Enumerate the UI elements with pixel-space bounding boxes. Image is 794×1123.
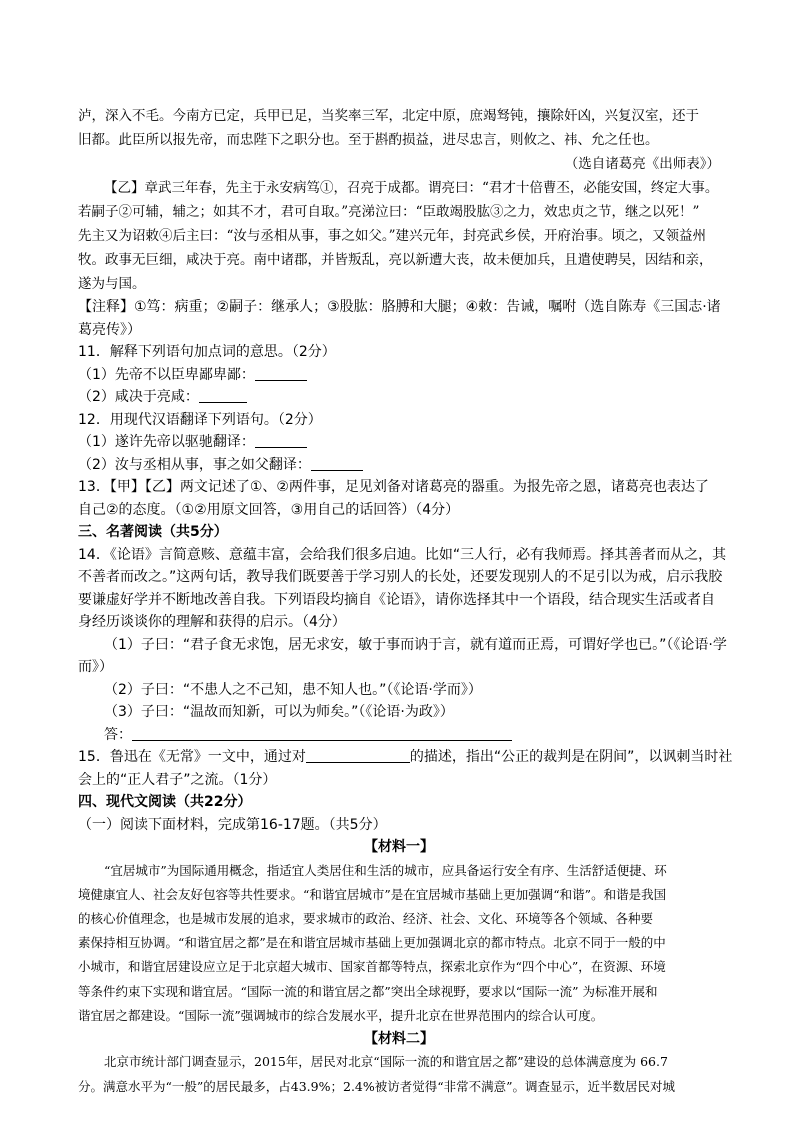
passage-yi-line: 先主又为诏敕④后主曰：“汝与丞相从事，事之如父。”建兴元年，封亮武乡侯，开府治事。顷之，又领益州 [78,228,707,244]
q15-line-1 [78,746,733,769]
q14-answer [78,724,720,747]
q14-option-1-cont: 而》） [78,659,113,675]
material-1-line: 谐宜居之都建设。“国际一流”强调城市的综合发展水平，提升北京在世界范围内的综合认可度。 [78,1007,604,1023]
material-2-line: 分。满意水平为“一般”的居民最多，占43.9%；2.4%被访者觉得“非常不满意”。调查显示，近半数居民对城 [78,1078,676,1094]
section-4-sub-1: （一）阅读下面材料，完成第16-17题。（共5分） [78,816,387,833]
q13-line: 自己②的态度。（①②用原文回答，③用自己的话回答）（4分） [78,501,460,518]
q12-item-2-text: （2）汝与丞相从事，事之如父翻译： [78,456,311,473]
q14-line: 要谦虚好学并不断地改善自我。下列语段均摘自《论语》，请你选择其中一个语段，结合现实生活或者自 [78,591,715,608]
notes-line: 【注释】①笃：病重；②嗣子：继承人；③股肱：胳膊和大腿；④敕：告诫，嘱咐（选自陈寿《三国志·诸 [78,299,721,315]
passage-jia-line: 旧都。此臣所以报先帝，而忠陛下之职分也。至于斟酌损益，进尽忠言，则攸之、祎、允之任也。 [78,132,659,148]
q11-item-2-text: （2）咸决于亮咸： [78,389,199,405]
answer-blank[interactable] [199,388,247,403]
q11-stem: 11．解释下列语句加点词的意思。（2分） [78,344,336,360]
q11-item-1 [78,364,720,387]
q14-line: 14．《论语》言简意赅、意蕴丰富，会给我们很多启迪。比如“三人行，必有我师焉。择其善者而从之，其 [78,546,727,563]
passage-jia-source: （选自诸葛亮《出师表》） [564,156,720,172]
exam-page [78,104,733,1099]
material-1-line: 小城市，和谐宜居建设应立足于北京超大城市、国家首都等特点，探索北京作为“四个中心”，在资源、环境 [78,959,666,975]
q12-item-2 [78,454,720,477]
q14-answer-label: 答： [104,726,132,743]
section-4-title: 四、现代文阅读（共22分） [78,794,252,810]
q11-item-2 [78,386,720,409]
q15-line-2: 会上的“正人君子”之流。（1分） [78,771,277,788]
q11-item-1-text: （1）先帝不以臣卑鄙卑鄙： [78,366,255,383]
passage-yi-line: 牧。政事无巨细，咸决于亮。南中诸郡，并皆叛乱，亮以新遭大丧，故未便加兵，且遣使聘吴，因结和亲， [78,252,713,268]
material-1-line: 境健康宜人、社会友好包容等共性要求。“和谐宜居城市”是在宜居城市基础上更加强调“和谐”。和谐是我国 [78,886,667,902]
q14-line: 不善者而改之。”这两句话，教导我们既要善于学习别人的长处，还要发现别人的不足引以为戒，启示我胶 [78,569,723,585]
q12-stem: 12．用现代汉语翻译下列语句。（2分） [78,411,322,428]
q14-option-1: （1）子曰：“君子食无求饱，居无求安，敏于事而讷于言，就有道而正焉，可谓好学也已。”（《论语·学 [104,636,727,653]
material-1-line: 素保持相互协调。“和谐宜居之都”是在和谐宜居城市基础上更加强调北京的都市特点。北京不同于一般的中 [78,935,666,951]
material-1-line: 的核心价值理念，也是城市发展的追求，要求城市的政治、经济、社会、文化、环境等各个领域、各种要 [78,910,654,926]
answer-blank[interactable] [255,433,307,448]
q15-part-2: 的描述，指出“公正的裁判是在阴间”，以讽刺当时社 [409,749,733,765]
q12-item-1-text: （1）遂许先帝以驱驰翻译： [78,434,255,450]
q12-item-1 [78,431,720,454]
answer-blank[interactable] [255,366,307,381]
material-1-line: “宜居城市”为国际通用概念，指适宜人类居住和生活的城市，应具备运行安全有序、生活舒适便捷、环 [104,862,667,878]
answer-blank[interactable] [132,726,512,741]
material-1-line: 等条件约束下实现和谐宜居。“国际一流的和谐宜居之都”突出全球视野，要求以“国际一流” 为标准开展和 [78,983,658,999]
section-3-title: 三、名著阅读（共5分） [78,524,228,540]
material-2-line: 北京市统计部门调查显示，2015年，居民对北京“国际一流的和谐宜居之都”建设的总体满意度为 66.7 [104,1054,668,1070]
passage-yi-line: 【乙】章武三年春，先主于永安病笃①，召亮于成都。谓亮曰：“君才十倍曹丕，必能安国，终定大事。 [104,180,719,196]
q14-line: 身经历谈谈你的理解和获得的启示。（4分） [78,614,346,630]
answer-blank[interactable] [306,748,410,763]
material-2-heading: 【材料二】 [364,1030,434,1047]
q14-option-2: （2）子曰：“不患人之不己知，患不知人也。”（《论语·学而》） [104,681,482,698]
passage-yi-line: 若嗣子②可辅，辅之；如其不才，君可自取。”亮涕泣曰：“臣敢竭股肱③之力，效忠贞之节，继之以死！” [78,204,700,220]
passage-yi-line: 遂为与国。 [78,276,146,292]
q14-option-3: （3）子曰：“温故而知新，可以为师矣。”（《论语·为政》） [104,704,454,720]
material-1-heading: 【材料一】 [364,839,434,855]
q15-part-1: 15．鲁迅在《无常》一文中，通过对 [78,749,306,765]
notes-line: 葛亮传》） [78,321,141,338]
passage-jia-line: 泸，深入不毛。今南方已定，兵甲已足，当奖率三军，北定中原，庶竭驽钝，攘除奸凶，兴复汉室，还于 [78,108,699,124]
q13-line: 13．【甲】【乙】两文记述了①、②两件事，足见刘备对诸葛亮的器重。为报先帝之恩，诸葛亮也表达了 [78,479,709,495]
answer-blank[interactable] [311,456,363,471]
